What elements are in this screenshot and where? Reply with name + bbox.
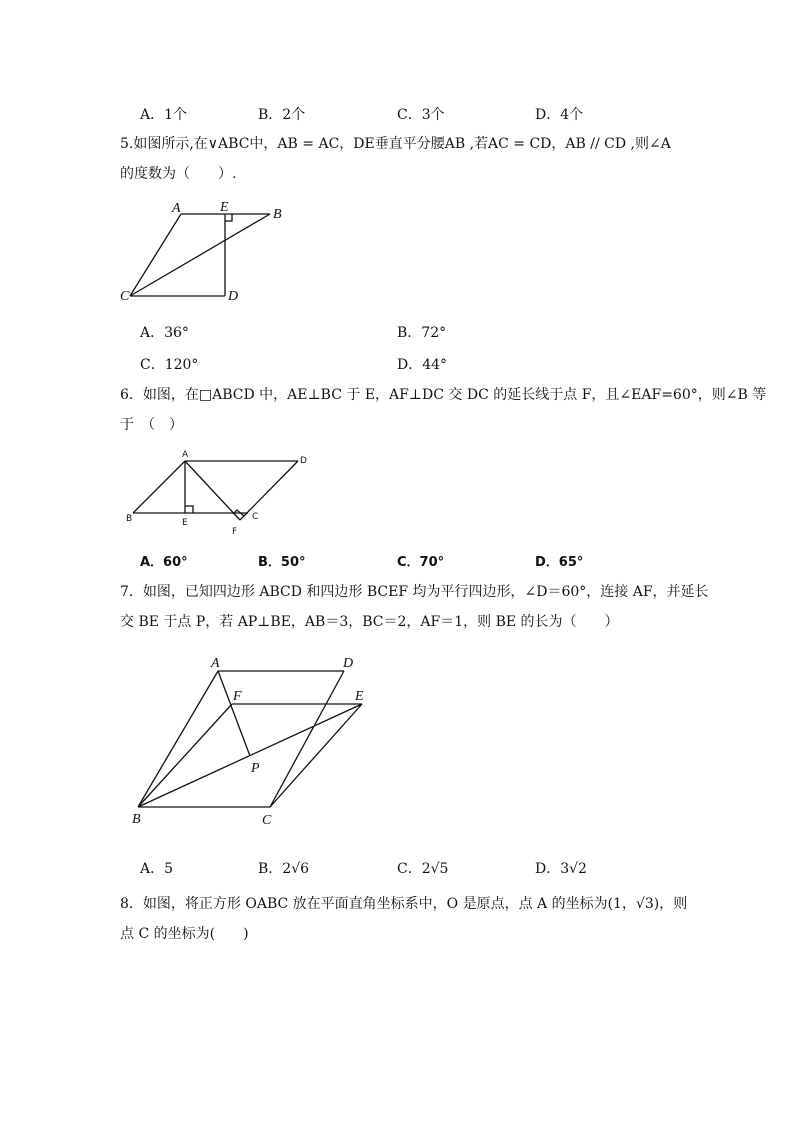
q6-label-b: B: [126, 514, 133, 524]
q6-option-c: C．70°: [397, 555, 445, 570]
q5-option-c: C．120°: [140, 357, 199, 373]
q6-option-a: A．60°: [140, 555, 188, 570]
q5-option-d: D．44°: [397, 357, 448, 373]
q6-label-d: D: [300, 456, 307, 466]
q4-option-c: C．3个: [397, 107, 445, 123]
q7-option-c: C．2√5: [397, 861, 449, 877]
q6-option-b: B．50°: [258, 555, 306, 570]
q7-label-d: D: [343, 656, 354, 671]
q7-parallelograms: [138, 671, 362, 807]
q6-label-f: F: [232, 527, 238, 537]
q8-stem-line2: 点 C 的坐标为( ): [120, 926, 249, 942]
q8-stem-line1: 8．如图，将正方形 OABC 放在平面直角坐标系中，O 是原点，点 A 的坐标为(1，√3)，则: [120, 896, 688, 912]
q5-option-a: A．36°: [140, 325, 189, 341]
q4-option-b: B．2个: [258, 107, 306, 123]
q5-label-a: A: [172, 201, 181, 216]
q7-label-b: B: [132, 812, 141, 827]
q6-stem-line1: 6．如图，在□ABCD 中，AE⊥BC 于 E，AF⊥DC 交 DC 的延长线于点 F，且∠EAF=60°，则∠B 等: [120, 387, 767, 403]
q7-label-c: C: [262, 813, 272, 828]
q6-option-d: D．65°: [535, 555, 584, 570]
q7-stem-line1: 7．如图，已知四边形 ABCD 和四边形 BCEF 均为平行四边形，∠D＝60°，连接 AF，并延长: [120, 584, 709, 600]
q7-label-f: F: [233, 689, 242, 704]
q6-label-c: C: [252, 512, 259, 522]
q7-label-a: A: [211, 656, 220, 671]
q7-option-a: A．5: [140, 861, 174, 877]
q7-option-d: D．3√2: [535, 861, 587, 877]
q6-stem-line2: 于 （ ）: [120, 417, 183, 433]
q4-option-a: A．1个: [140, 107, 188, 123]
q6-label-e: E: [182, 518, 188, 528]
q7-label-p: P: [251, 761, 260, 776]
q5-stem-line1: 5.如图所示,在∨ABC中，AB = AC，DE垂直平分腰AB ,若AC = CD，AB // CD ,则∠A: [120, 136, 671, 152]
q5-label-c: C: [120, 289, 130, 304]
q7-stem-line2: 交 BE 于点 P，若 AP⊥BE，AB＝3，BC＝2，AF＝1，则 BE 的长为（ ）: [120, 614, 619, 630]
q6-label-a: A: [182, 450, 189, 460]
q7-label-e: E: [355, 689, 364, 704]
q7-option-b: B．2√6: [258, 861, 310, 877]
q5-label-e: E: [220, 200, 229, 215]
q5-stem-line2: 的度数为（ ）.: [120, 166, 237, 182]
q5-option-b: B．72°: [397, 325, 447, 341]
q4-option-d: D．4个: [535, 107, 584, 123]
q5-label-d: D: [228, 289, 239, 304]
q5-label-b: B: [273, 207, 282, 222]
